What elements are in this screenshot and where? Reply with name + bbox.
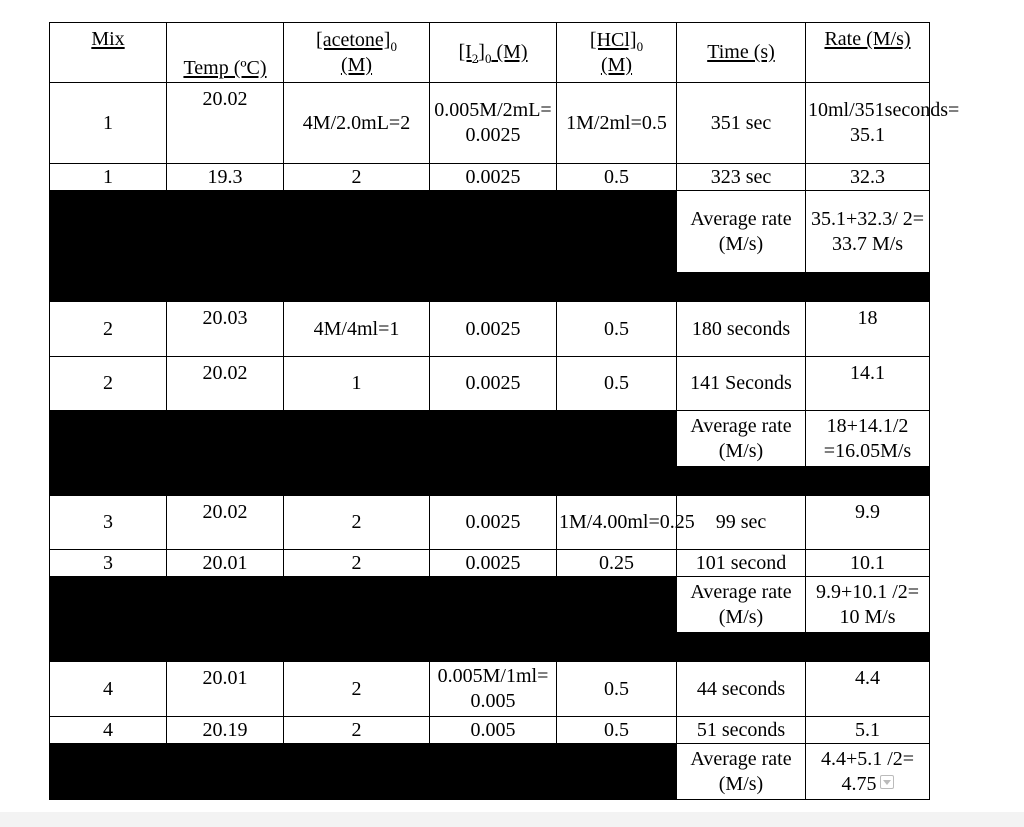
cell-iodine: 0.0025 [430, 357, 557, 411]
table-row [50, 83, 930, 164]
cell-temp: 20.03 [167, 302, 284, 357]
cell-temp: 20.02 [167, 496, 284, 550]
header-acetone: $[acetone]_0$ (M) [284, 23, 430, 83]
cell-time: 99 sec [677, 496, 806, 550]
cell-mix: 4 [50, 662, 167, 717]
redacted-block [50, 577, 677, 633]
cell-time: 351 sec [677, 83, 806, 164]
redacted-block [50, 744, 677, 800]
cell-hcl: 0.5 [557, 717, 677, 744]
table-row [50, 662, 930, 717]
cell-temp: 20.01 [167, 550, 284, 577]
cell-acetone: 2 [284, 164, 430, 191]
cell-mix: 2 [50, 357, 167, 411]
header-mix: Mix [50, 23, 167, 83]
redacted-block [50, 191, 677, 273]
average-row [50, 577, 930, 633]
cell-rate: 18 [806, 302, 930, 357]
cell-temp: 20.02 [167, 357, 284, 411]
cell-mix: 3 [50, 496, 167, 550]
separator-bar [50, 467, 930, 496]
cell-time: 141 Seconds [677, 357, 806, 411]
cell-rate: 4.4 [806, 662, 930, 717]
cell-avg-value: 18+14.1/2 =16.05M/s [806, 411, 930, 467]
cell-iodine: 0.005M/2mL= 0.0025 [430, 83, 557, 164]
table-row [50, 550, 930, 577]
cell-temp: 19.3 [167, 164, 284, 191]
cell-mix: 2 [50, 302, 167, 357]
table-row [50, 717, 930, 744]
cell-acetone: 2 [284, 717, 430, 744]
cell-hcl: 0.5 [557, 302, 677, 357]
cell-hcl: 1M/4.00ml=0.25 [557, 496, 677, 550]
average-row [50, 191, 930, 273]
bottom-bar [0, 812, 1024, 827]
header-iodine: $[I_2]_0$ (M) [430, 23, 557, 83]
cell-time: 44 seconds [677, 662, 806, 717]
table-row [50, 164, 930, 191]
cell-acetone: 1 [284, 357, 430, 411]
separator-row [50, 273, 930, 302]
cell-rate: 10ml/351seconds= 35.1 [806, 83, 930, 164]
cell-avg-label: Average rate (M/s) [677, 744, 806, 800]
table-row [50, 302, 930, 357]
cell-mix: 1 [50, 164, 167, 191]
separator-row [50, 467, 930, 496]
cell-temp: 20.02 [167, 83, 284, 164]
cell-mix: 3 [50, 550, 167, 577]
header-hcl: $[HCl]_0$ (M) [557, 23, 677, 83]
cell-rate: 5.1 [806, 717, 930, 744]
cell-rate: 32.3 [806, 164, 930, 191]
cell-time: 101 second [677, 550, 806, 577]
cell-acetone: 2 [284, 496, 430, 550]
cell-hcl: 1M/2ml=0.5 [557, 83, 677, 164]
cell-iodine: 0.005M/1ml= 0.005 [430, 662, 557, 717]
header-temp: Temp (ºC) [167, 23, 284, 83]
table-header-row [50, 23, 930, 83]
kinetics-data-table [49, 22, 960, 800]
cell-rate: 10.1 [806, 550, 930, 577]
cell-avg-value: 9.9+10.1 /2= 10 M/s [806, 577, 930, 633]
table-row [50, 496, 930, 550]
cell-temp: 20.01 [167, 662, 284, 717]
cell-avg-value: 4.4+5.1 /2= 4.75 [806, 744, 930, 800]
cell-time: 180 seconds [677, 302, 806, 357]
cell-mix: 1 [50, 83, 167, 164]
cell-hcl: 0.5 [557, 357, 677, 411]
cell-avg-label: Average rate (M/s) [677, 411, 806, 467]
average-row [50, 411, 930, 467]
cell-avg-label: Average rate (M/s) [677, 577, 806, 633]
average-row [50, 744, 930, 800]
cell-iodine: 0.0025 [430, 550, 557, 577]
cell-hcl: 0.5 [557, 164, 677, 191]
cell-hcl: 0.5 [557, 662, 677, 717]
chevron-down-icon[interactable] [880, 775, 894, 789]
cell-acetone: 4M/2.0mL=2 [284, 83, 430, 164]
cell-iodine: 0.0025 [430, 164, 557, 191]
cell-avg-value: 35.1+32.3/ 2= 33.7 M/s [806, 191, 930, 273]
cell-rate: 9.9 [806, 496, 930, 550]
cell-acetone: 2 [284, 662, 430, 717]
cell-acetone: 2 [284, 550, 430, 577]
redacted-block [50, 411, 677, 467]
cell-mix: 4 [50, 717, 167, 744]
cell-iodine: 0.0025 [430, 302, 557, 357]
cell-time: 323 sec [677, 164, 806, 191]
cell-hcl: 0.25 [557, 550, 677, 577]
cell-time: 51 seconds [677, 717, 806, 744]
separator-bar [50, 273, 930, 302]
separator-bar [50, 633, 930, 662]
cell-rate: 14.1 [806, 357, 930, 411]
cell-iodine: 0.0025 [430, 496, 557, 550]
cell-temp: 20.19 [167, 717, 284, 744]
cell-acetone: 4M/4ml=1 [284, 302, 430, 357]
separator-row [50, 633, 930, 662]
cell-iodine: 0.005 [430, 717, 557, 744]
table-row [50, 357, 930, 411]
header-time: Time (s) [677, 23, 806, 83]
header-rate: Rate (M/s) [806, 23, 930, 83]
cell-avg-label: Average rate (M/s) [677, 191, 806, 273]
